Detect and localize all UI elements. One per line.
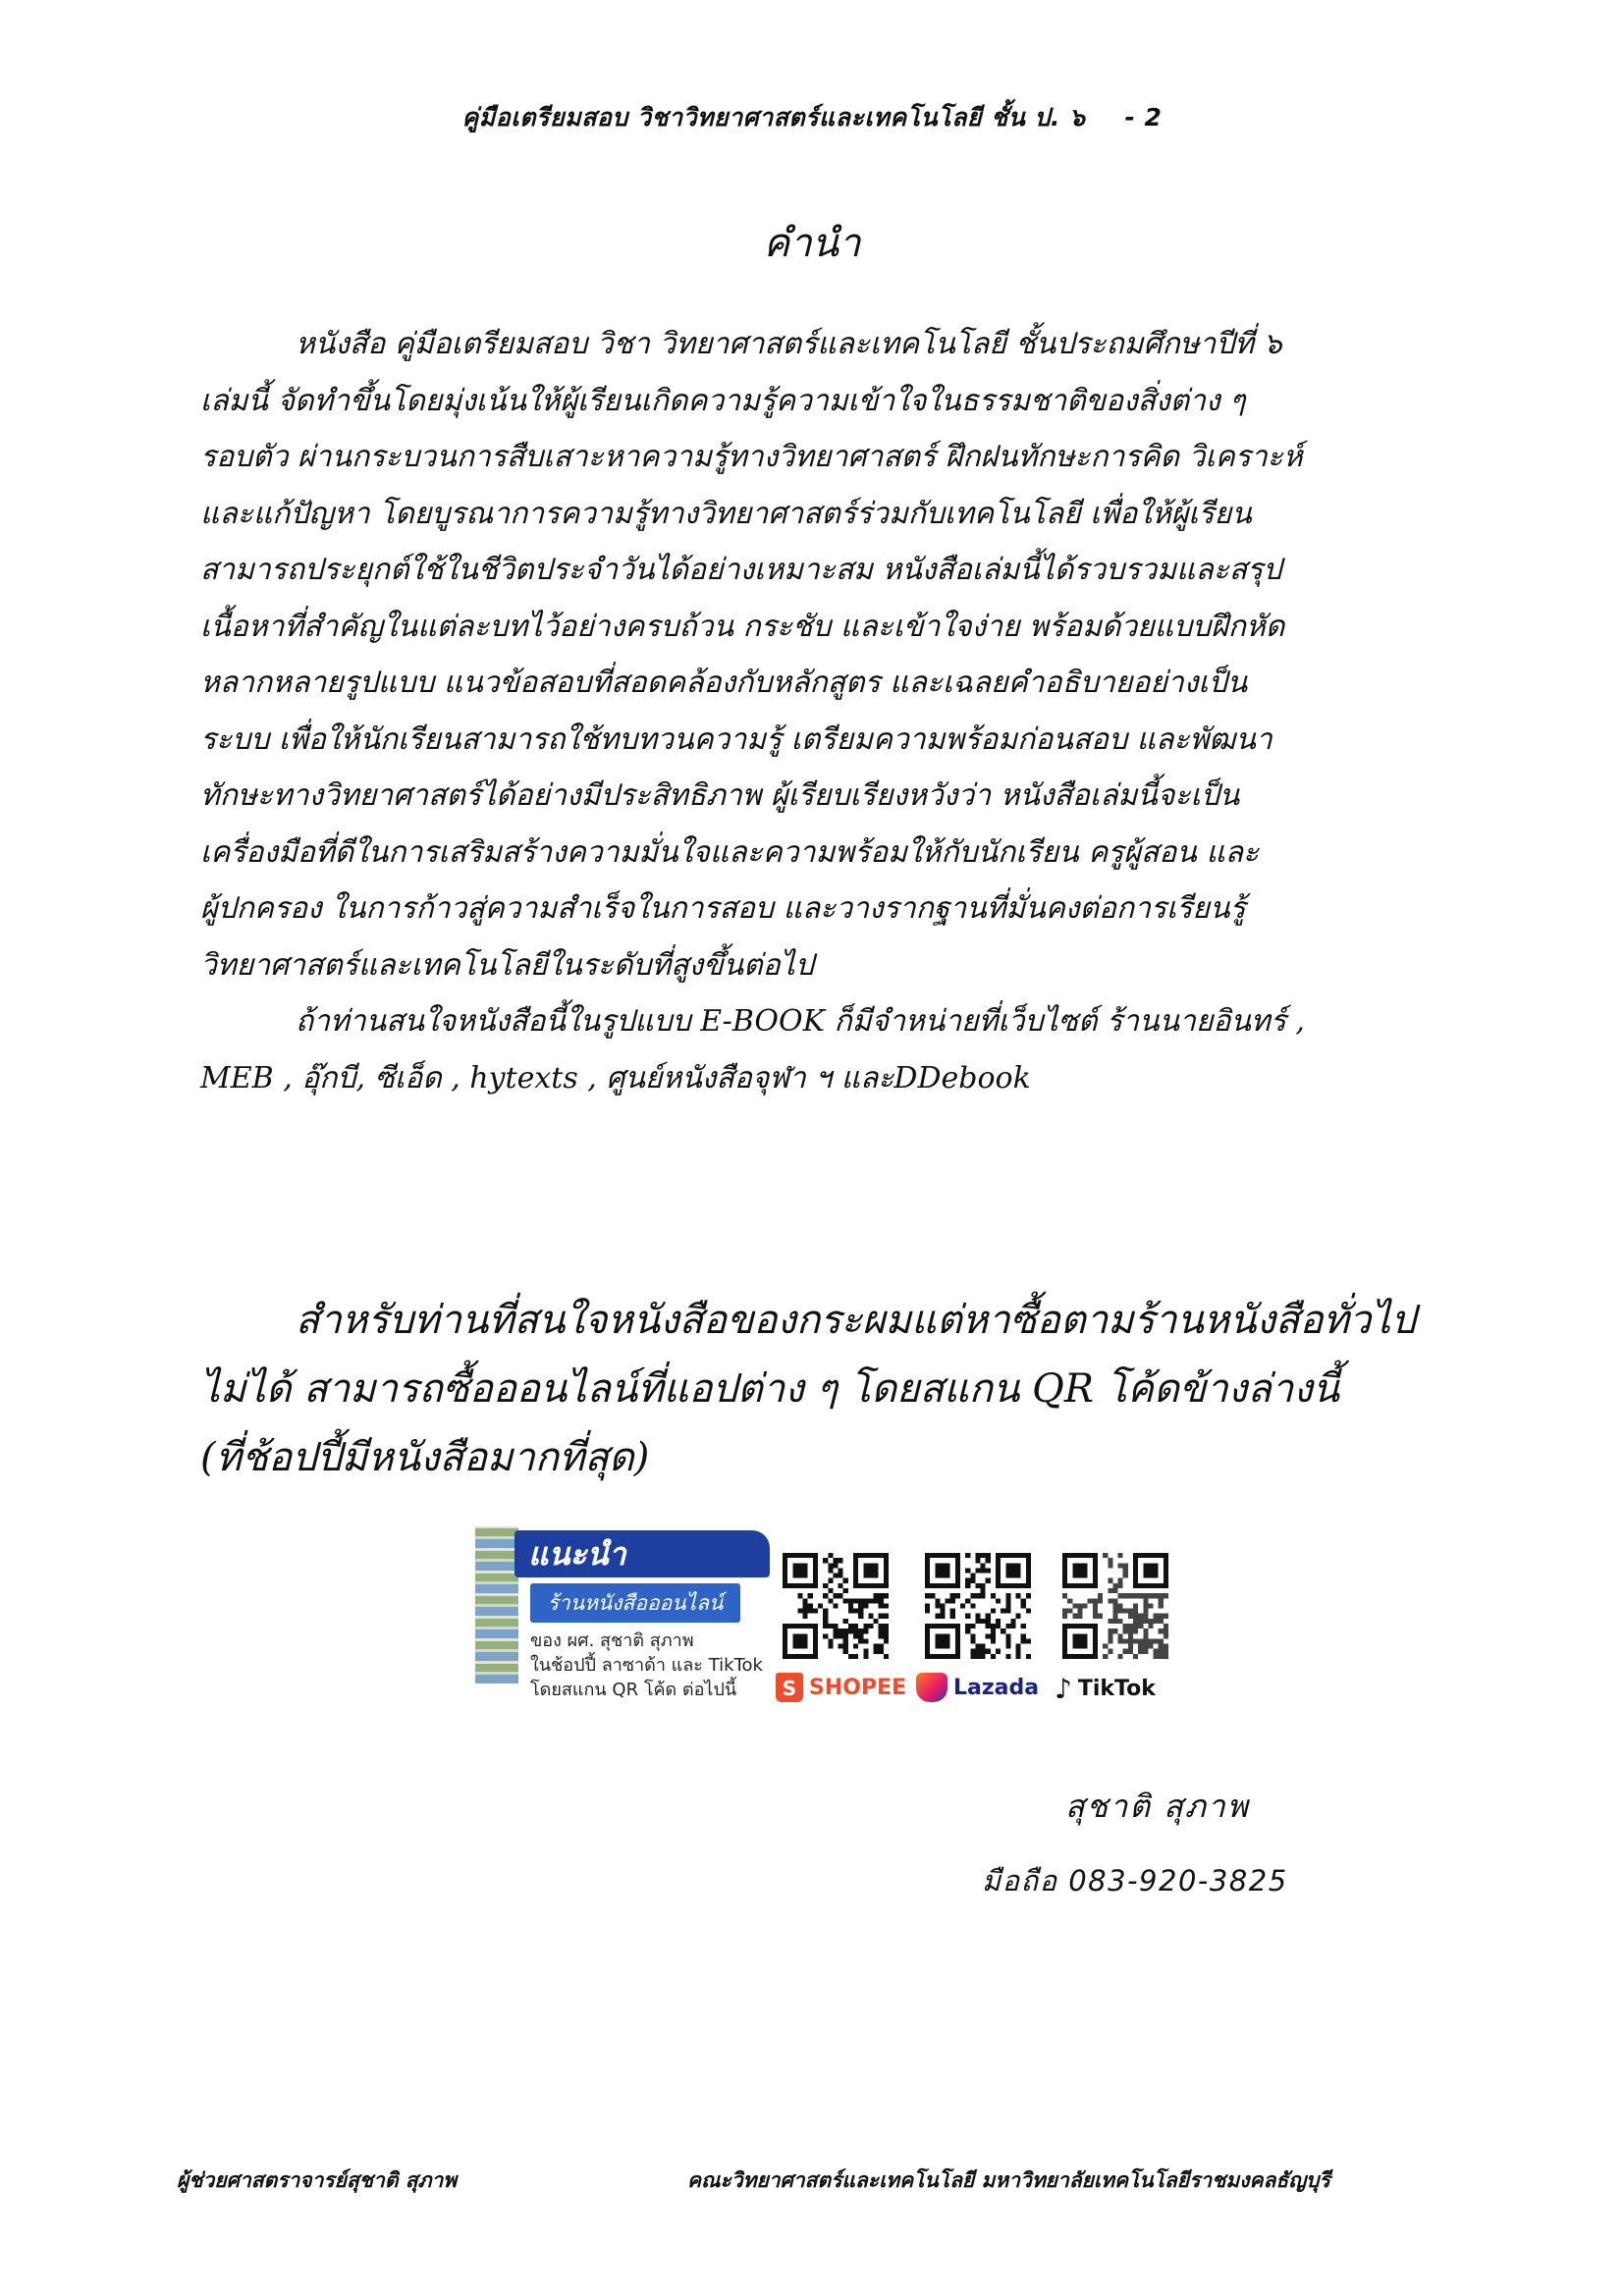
preface-line: และแก้ปัญหา โดยบูรณาการความรู้ทางวิทยาศาสตร์ร่วมกับเทคโนโลยี เพื่อให้ผู้เรียน	[200, 496, 1252, 531]
preface-line: วิทยาศาสตร์และเทคโนโลยีในระดับที่สูงขึ้นต่อไป	[200, 947, 814, 983]
ebook-line: MEB , อุ๊กบี, ซีเอ็ด , hytexts , ศูนย์หนังสือจุฬา ฯ และDDebook	[200, 1060, 1031, 1095]
ebook-line: ถ้าท่านสนใจหนังสือนี้ในรูปแบบ E-BOOK ก็มีจำหน่ายที่เว็บไซต์ ร้านนายอินทร์ ,	[296, 1004, 1305, 1039]
tiktok-label: TikTok	[1077, 1677, 1156, 1701]
promo-line: สำหรับท่านที่สนใจหนังสือของกระผมแต่หาซื้อตามร้านหนังสือทั่วไป	[296, 1298, 1416, 1343]
signature-phone: มือถือ 083-920-3825	[982, 1864, 1288, 1897]
promo-caption-line: ในช้อปปี้ ลาซาด้า และ TikTok	[530, 1655, 763, 1676]
promo-subbanner: ร้านหนังสือออนไลน์	[530, 1583, 740, 1623]
page-title: คำนำ	[763, 221, 861, 266]
tiktok-logo	[1055, 1673, 1156, 1705]
preface-line: ทักษะทางวิทยาศาสตร์ได้อย่างมีประสิทธิภาพ ผู้เรียบเรียงหวังว่า หนังสือเล่มนี้จะเป็น	[200, 778, 1240, 813]
lazada-heart-icon	[916, 1673, 947, 1702]
shopee-qr-code[interactable]	[783, 1553, 889, 1659]
shopee-logo	[776, 1673, 906, 1702]
preface-line: ผู้ปกครอง ในการก้าวสู่ความสำเร็จในการสอบ และวางรากฐานที่มั่นคงต่อการเรียนรู้	[200, 891, 1246, 926]
preface-line: หลากหลายรูปแบบ แนวข้อสอบที่สอดคล้องกับหลักสูตร และเฉลยคำอธิบายอย่างเป็น	[200, 666, 1248, 700]
promo-line: ไม่ได้ สามารถซื้อออนไลน์ที่แอปต่าง ๆ โดยสแกน QR โค้ดข้างล่างนี้	[200, 1366, 1340, 1412]
page-number: - 2	[1124, 103, 1163, 132]
page-header	[0, 98, 1624, 137]
lazada-logo	[916, 1673, 1039, 1702]
preface-line: เล่มนี้ จัดทำขึ้นโดยมุ่งเน้นให้ผู้เรียนเกิดความรู้ความเข้าใจในธรรมชาติของสิ่งต่าง ๆ	[200, 383, 1246, 418]
preface-line: รอบตัว ผ่านกระบวนการสืบเสาะหาความรู้ทางวิทยาศาสตร์ ฝึกฝนทักษะการคิด วิเคราะห์	[200, 440, 1303, 474]
lazada-qr-code[interactable]	[925, 1553, 1031, 1659]
preface-body	[200, 316, 1430, 1106]
promo-caption-line: โดยสแกน QR โค้ด ต่อไปนี้	[530, 1680, 737, 1700]
preface-line: เครื่องมือที่ดีในการเสริมสร้างความมั่นใจและความพร้อมให้กับนักเรียน ครูผู้สอน และ	[200, 834, 1260, 870]
header-title: คู่มือเตรียมสอบ วิชาวิทยาศาสตร์และเทคโนโลยี ชั้น ป. ๖	[461, 103, 1086, 132]
footer-affiliation: คณะวิทยาศาสตร์และเทคโนโลยี มหาวิทยาลัยเทคโนโลยีราชมงคลธัญบุรี	[687, 2168, 1330, 2192]
tiktok-qr-code[interactable]	[1062, 1553, 1168, 1659]
footer-author: ผู้ช่วยศาสตราจารย์สุชาติ สุภาพ	[177, 2168, 458, 2192]
lazada-label: Lazada	[953, 1675, 1040, 1700]
promo-caption	[530, 1629, 785, 1702]
promo-banner: แนะนำ	[514, 1530, 770, 1577]
promo-paragraph	[200, 1286, 1437, 1492]
promo-caption-line: ของ ผศ. สุชาติ สุภาพ	[530, 1630, 694, 1651]
shopee-label: SHOPEE	[809, 1675, 907, 1700]
tiktok-note-icon: ♪	[1055, 1673, 1072, 1705]
online-store-promo	[475, 1526, 770, 1733]
book-stack-icon	[475, 1526, 518, 1683]
preface-line: หนังสือ คู่มือเตรียมสอบ วิชา วิทยาศาสตร์และเทคโนโลยี ชั้นประถมศึกษาปีที่ ๖	[296, 327, 1282, 361]
preface-line: เนื้อหาที่สำคัญในแต่ละบทไว้อย่างครบถ้วน กระชับ และเข้าใจง่าย พร้อมด้วยแบบฝึกหัด	[200, 609, 1285, 644]
promo-line: (ที่ช้อปปี้มีหนังสือมากที่สุด)	[200, 1435, 650, 1480]
preface-line: ระบบ เพื่อให้นักเรียนสามารถใช้ทบทวนความรู้ เตรียมความพร้อมก่อนสอบ และพัฒนา	[200, 721, 1272, 757]
signature-name: สุชาติ สุภาพ	[1065, 1788, 1250, 1825]
shopee-bag-icon: S	[776, 1673, 803, 1702]
preface-line: สามารถประยุกต์ใช้ในชีวิตประจำวันได้อย่างเหมาะสม หนังสือเล่มนี้ได้รวบรวมและสรุป	[200, 553, 1282, 587]
